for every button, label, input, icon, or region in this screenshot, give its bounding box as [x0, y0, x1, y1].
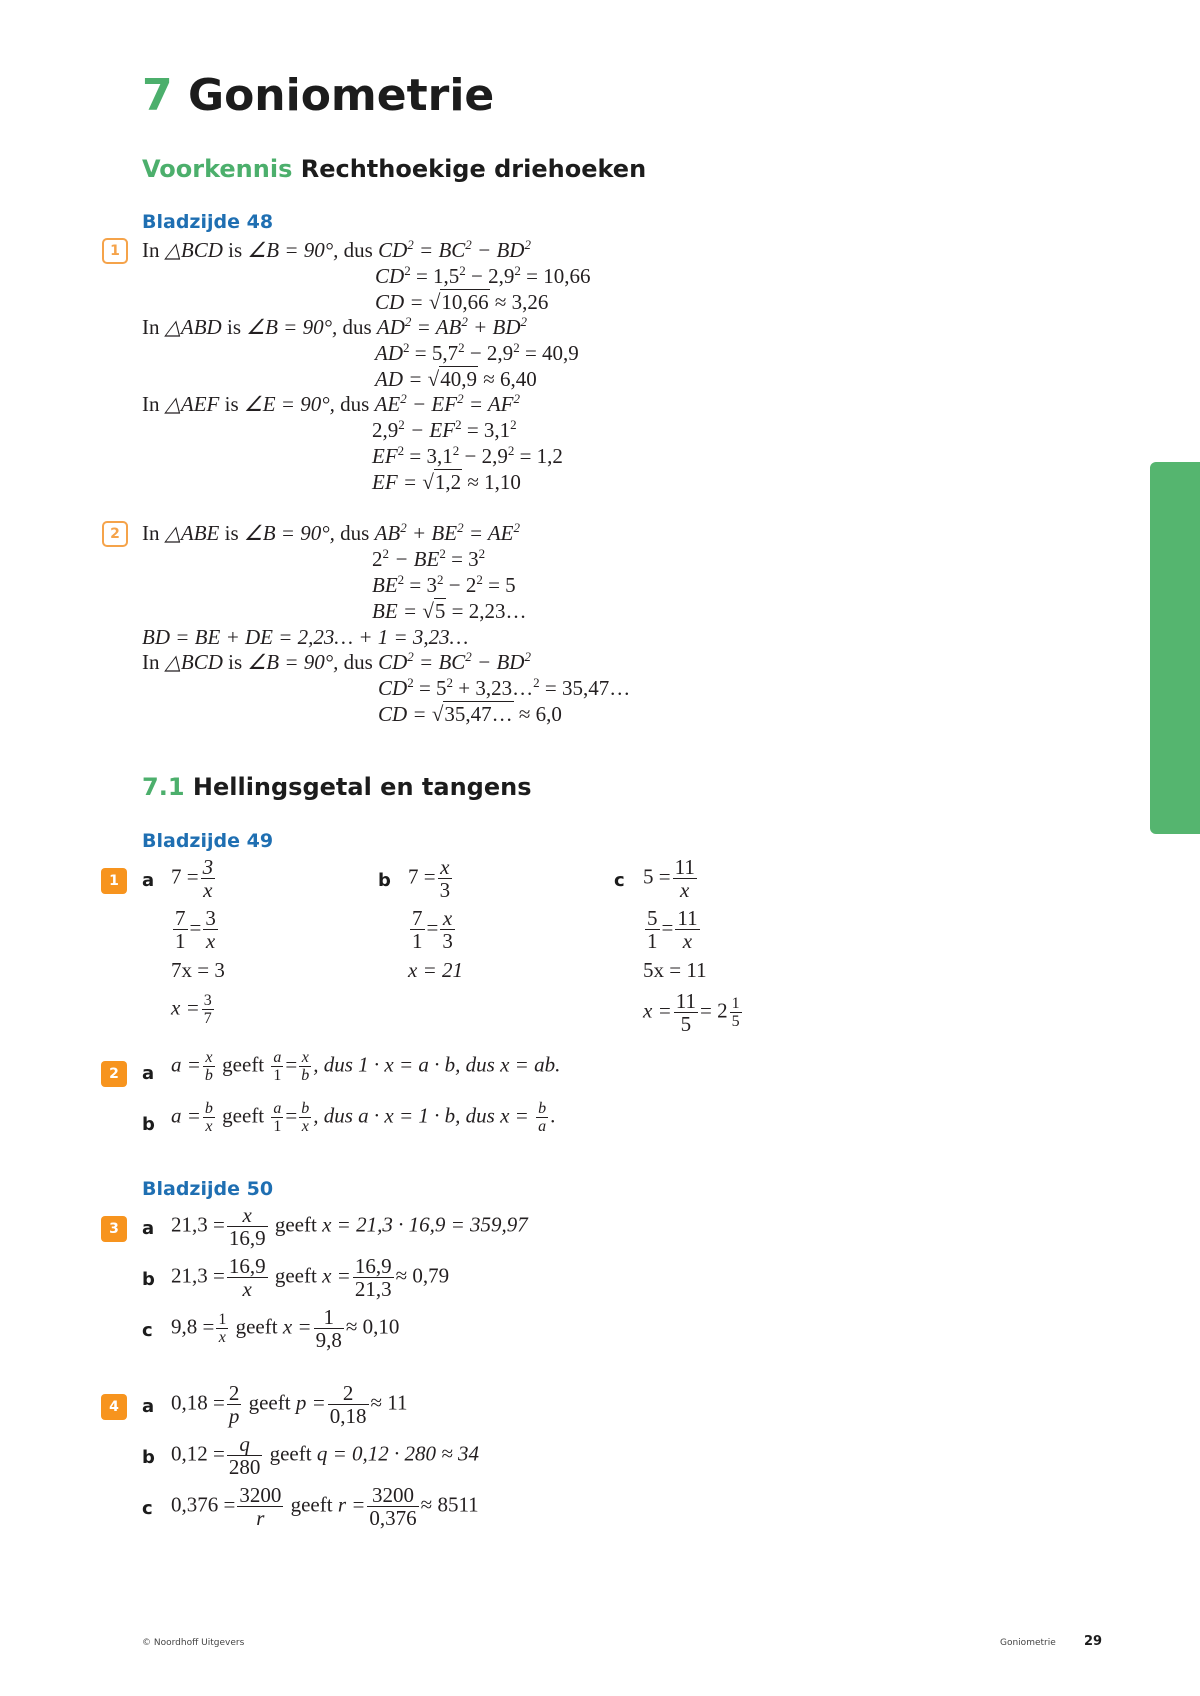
section-title: Hellingsgetal en tangens — [192, 773, 532, 801]
section-number: 7.1 — [142, 773, 185, 801]
ex4-label-c: c — [142, 1498, 153, 1519]
chapter-title — [142, 70, 494, 121]
exercise-badge-v1: 1 — [102, 238, 128, 264]
footer-publisher: © Noordhoff Uitgevers — [142, 1638, 245, 1648]
vk1-line4: In △ABD is ∠B = 90°, dus $AD^2 = AB^2 + BD^2$ — [142, 314, 528, 339]
vk1-line2: $CD^2 = 1,5^2 - 2,9^2 = 10,66$ — [375, 263, 591, 288]
footer-chapter: Goniometrie — [1000, 1638, 1056, 1648]
page-ref-50: Bladzijde 50 — [142, 1178, 274, 1200]
vk1-line3: CD = √10,66 ≈ 3,26 — [375, 290, 549, 314]
ex2b-line: a = $\frac{b}{x}$ geeft $\frac{a}{1}$ = $\frac{b}{x}$ , dus a · x = 1 · b, dus x = $\frac{b}{a}$ . — [171, 1100, 556, 1135]
ex3c-line: 9,8 = $\frac{1}{x}$ geeft x = $\frac{1}{9,8}$ ≈ 0,10 — [171, 1305, 400, 1352]
vk1-line9: $EF^2 = 3,1^2 - 2,9^2 = 1,2$ — [372, 443, 563, 468]
ex1a-line4: x = $\frac{3}{7}$ — [171, 992, 212, 1027]
ex1b-line3: x = 21 — [408, 958, 463, 982]
ex3-label-b: b — [142, 1269, 155, 1290]
ex1b-line2: $\frac{7}{1}$ = $\frac{x}{3}$ — [412, 906, 453, 953]
vk2-line7: $CD^2 = 5^2$ + 3,23…$^2$ = 35,47… — [378, 675, 631, 700]
ex1c-line1: 5 = $\frac{11}{x}$ — [643, 855, 695, 902]
ex3-label-a: a — [142, 1218, 155, 1239]
vk1-line7: In △AEF is ∠E = 90°, dus $AE^2 - EF^2 = AF^2$ — [142, 391, 521, 416]
voorkennis-title: Rechthoekige driehoeken — [300, 155, 647, 183]
vk1-line8: $2,9^2 - EF^2 = 3,1^2$ — [372, 417, 517, 442]
ex4-label-b: b — [142, 1447, 155, 1468]
ex2-label-a: a — [142, 1063, 155, 1084]
chapter-title-text: Goniometrie — [187, 70, 495, 121]
chapter-number: 7 — [142, 70, 173, 121]
vk1-line5: $AD^2 = 5,7^2 - 2,9^2 = 40,9$ — [375, 340, 579, 365]
vk2-line2: $2^2 - BE^2 = 3^2$ — [372, 546, 486, 571]
vk1-line10: EF = √1,2 ≈ 1,10 — [372, 470, 521, 494]
ex4b-line: 0,12 = $\frac{q}{280}$ geeft q = 0,12 · 280 ≈ 34 — [171, 1432, 480, 1479]
ex1c-line2: $\frac{5}{1}$ = $\frac{11}{x}$ — [647, 906, 698, 953]
exercise-badge-3: 3 — [101, 1216, 127, 1242]
vk2-line3: $BE^2 = 3^2 - 2^2 = 5$ — [372, 572, 516, 597]
ex4-label-a: a — [142, 1396, 155, 1417]
ex1c-line4: x = $\frac{11}{5}$ = 2 $\frac{1}{5}$ — [643, 989, 740, 1036]
vk1-line6: AD = √40,9 ≈ 6,40 — [375, 367, 537, 391]
ex1b-line1: 7 = $\frac{x}{3}$ — [408, 855, 451, 902]
ex4a-line: 0,18 = $\frac{2}{p}$ geeft p = $\frac{2}{0,18}$ ≈ 11 — [171, 1381, 408, 1428]
voorkennis-prefix: Voorkennis — [142, 155, 293, 183]
ex3a-line: 21,3 = $\frac{x}{16,9}$ geeft x = 21,3 · 16,9 = 359,97 — [171, 1203, 528, 1250]
page-ref-49: Bladzijde 49 — [142, 830, 274, 852]
ex2a-line: a = $\frac{x}{b}$ geeft $\frac{a}{1}$ = $\frac{x}{b}$ , dus 1 · x = a · b, dus x = ab. — [171, 1049, 561, 1084]
ex1-label-b: b — [378, 870, 391, 891]
ex1c-line3: 5x = 11 — [643, 958, 707, 982]
section-7-1-heading — [142, 773, 531, 801]
ex1-label-c: c — [614, 870, 625, 891]
exercise-badge-1: 1 — [101, 868, 127, 894]
vk2-line1: In △ABE is ∠B = 90°, dus $AB^2 + BE^2 = AE^2$ — [142, 520, 521, 545]
voorkennis-heading — [142, 155, 646, 183]
ex3-label-c: c — [142, 1320, 153, 1341]
ex1a-line2: $\frac{7}{1}$ = $\frac{3}{x}$ — [175, 906, 216, 953]
vk2-line8: CD = √35,47… ≈ 6,0 — [378, 702, 562, 726]
chapter-side-tab — [1150, 462, 1200, 834]
ex1a-line1: 7 = $\frac{3}{x}$ — [171, 855, 214, 902]
exercise-badge-4: 4 — [101, 1394, 127, 1420]
vk1-line1: In △BCD is ∠B = 90°, dus $CD^2 = BC^2 - BD^2$ — [142, 237, 531, 262]
ex1-label-a: a — [142, 870, 155, 891]
ex1a-line3: 7x = 3 — [171, 958, 225, 982]
ex2-label-b: b — [142, 1114, 155, 1135]
vk2-line6: In △BCD is ∠B = 90°, dus $CD^2 = BC^2 - BD^2$ — [142, 649, 531, 674]
page-number: 29 — [1084, 1634, 1103, 1649]
exercise-badge-2: 2 — [101, 1061, 127, 1087]
ex4c-line: 0,376 = $\frac{3200}{r}$ geeft r = $\frac{3200}{0,376}$ ≈ 8511 — [171, 1483, 479, 1530]
vk2-line4: BE = √5 = 2,23… — [372, 599, 527, 623]
ex3b-line: 21,3 = $\frac{16,9}{x}$ geeft x = $\frac{16,9}{21,3}$ ≈ 0,79 — [171, 1254, 450, 1301]
exercise-badge-v2: 2 — [102, 521, 128, 547]
page-ref-48: Bladzijde 48 — [142, 211, 274, 233]
vk2-line5: BD = BE + DE = 2,23… + 1 = 3,23… — [142, 625, 469, 649]
